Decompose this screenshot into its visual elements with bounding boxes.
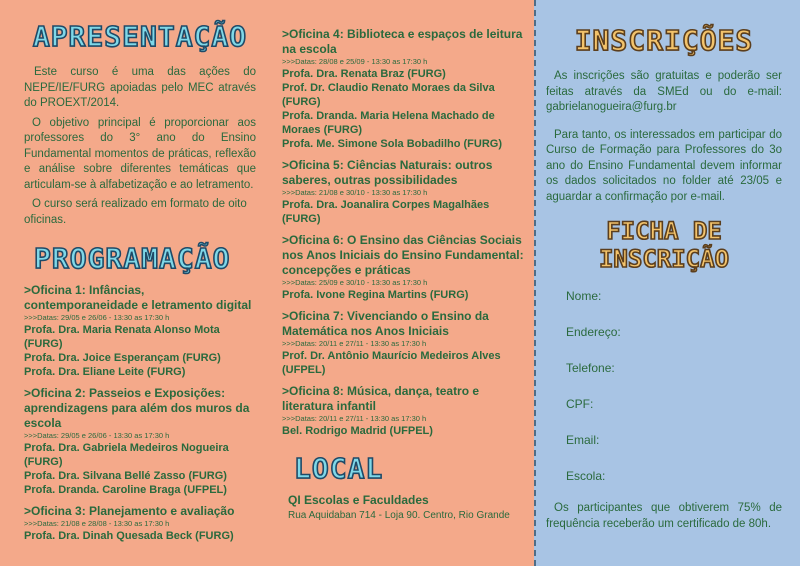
oficina-professor: Prof. Dr. Claudio Renato Moraes da Silva (FURG)	[282, 82, 495, 108]
oficina-title: >Oficina 5: Ciências Naturais: outros saberes, outras possibilidades	[282, 158, 493, 187]
oficina-professor: Profa. Dranda. Caroline Braga (UFPEL)	[24, 484, 227, 496]
local-address: Rua Aquidaban 714 - Loja 90. Centro, Rio Grande	[288, 510, 510, 521]
oficina-dates: >>>Datas: 28/08 e 25/09 - 13:30 as 17:30 h	[282, 57, 428, 66]
oficina-professor: Profa. Dra. Eliane Leite (FURG)	[24, 366, 186, 378]
form-field-label: Nome:	[566, 289, 602, 303]
ficha-title: FICHA DE INSCRIÇÃO	[598, 217, 730, 273]
oficinas-list-2	[282, 27, 524, 438]
oficina-professor: Profa. Me. Simone Sola Bobadilho (FURG)	[282, 138, 503, 150]
apresentacao-paragraph-3: O curso será realizado em formato de oito oficinas.	[24, 198, 247, 226]
oficina-6	[282, 233, 524, 302]
form-field-label: Escola:	[566, 469, 606, 483]
oficina-professor: Profa. Ivone Regina Martins (FURG)	[282, 289, 469, 301]
oficina-title: >Oficina 4: Biblioteca e espaços de leitura na escola	[282, 27, 523, 56]
inscricoes-paragraph-2: Para tanto, os interessados em participar do Curso de Formação para Professores do 3o ano do Ensino Fundamental devem informar os dados solicitados no folder até 23/05 e aguardar a confirmação por e-mail.	[546, 128, 782, 203]
form-field-label: Telefone:	[566, 361, 615, 375]
oficina-title: >Oficina 6: O Ensino das Ciências Sociais nos Anos Iniciais do Ensino Fundamental: concepções e práticas	[282, 233, 524, 277]
oficina-professor: Profa. Dra. Silvana Bellé Zasso (FURG)	[24, 470, 227, 482]
apresentacao-title: APRESENTAÇÃO	[32, 20, 248, 53]
oficina-dates: >>>Datas: 29/05 e 26/06 - 13:30 as 17:30 h	[24, 313, 170, 322]
form-fields	[546, 289, 782, 483]
oficina-7	[282, 309, 524, 377]
oficina-title: >Oficina 7: Vivenciando o Ensino da Matemática nos Anos Iniciais	[282, 309, 489, 338]
local-name: QI Escolas e Faculdades	[288, 493, 429, 507]
oficina-professor: Profa. Dra. Dinah Quesada Beck (FURG)	[24, 530, 234, 542]
oficina-title: >Oficina 8: Música, dança, teatro e literatura infantil	[282, 384, 480, 413]
oficina-title: >Oficina 2: Passeios e Exposições: aprendizagens para além dos muros da escola	[24, 386, 250, 430]
form-field-label: CPF:	[566, 397, 594, 411]
oficina-dates: >>>Datas: 25/09 e 30/10 - 13:30 as 17:30 h	[282, 278, 428, 287]
oficina-4	[282, 27, 524, 151]
oficina-2	[24, 386, 256, 497]
oficina-title: >Oficina 3: Planejamento e avaliação	[24, 504, 235, 518]
form-field-label: Email:	[566, 433, 600, 447]
oficina-professor: Profa. Dra. Maria Renata Alonso Mota (FURG)	[24, 324, 220, 350]
local-title: LOCAL	[294, 452, 384, 485]
oficina-professor: Bel. Rodrigo Madrid (UFPEL)	[282, 425, 433, 437]
oficina-dates: >>>Datas: 29/05 e 26/06 - 13:30 as 17:30 h	[24, 431, 170, 440]
oficina-dates: >>>Datas: 20/11 e 27/11 - 13:30 as 17:30 h	[282, 414, 427, 423]
oficina-dates: >>>Datas: 20/11 e 27/11 - 13:30 as 17:30 h	[282, 339, 427, 348]
oficina-dates: >>>Datas: 21/08 e 30/10 - 13:30 as 17:30 h	[282, 188, 428, 197]
ficha-footer: Os participantes que obtiverem 75% de frequência receberão um certificado de 80h.	[546, 502, 782, 530]
oficina-professor: Prof. Dr. Antônio Maurício Medeiros Alves (UFPEL)	[282, 350, 501, 376]
inscricoes-paragraph-1: As inscrições são gratuitas e poderão ser feitas através da SMEd ou do e-mail: gabrielanogueira@furg.br	[546, 70, 782, 113]
oficina-3	[24, 504, 256, 543]
oficina-professor: Profa. Dra. Joanalira Corpes Magalhães (FURG)	[282, 199, 490, 225]
oficina-professor: Profa. Dra. Gabriela Medeiros Nogueira (FURG)	[24, 442, 229, 468]
left-panel	[0, 0, 268, 566]
oficina-dates: >>>Datas: 21/08 e 28/08 - 13:30 as 17:30 h	[24, 519, 170, 528]
apresentacao-paragraph-2: O objetivo principal é proporcionar aos professores do 3° ano do Ensino Fundamental momentos de práticas, reflexão e análise sobre diferentes temáticas que articulam-se à alfabetização e ao letramento.	[24, 116, 256, 191]
inscricoes-title: INSCRIÇÕES	[574, 24, 754, 57]
oficina-professor: Profa. Dra. Joice Esperançam (FURG)	[24, 352, 221, 364]
apresentacao-paragraph-1: Este curso é uma das ações do NEPE/IE/FURG apoiadas pelo MEC através do PROEXT/2014.	[24, 66, 256, 109]
oficinas-list-1	[24, 283, 256, 543]
oficina-professor: Profa. Dra. Renata Braz (FURG)	[282, 68, 446, 80]
right-panel	[534, 0, 800, 566]
oficina-title: >Oficina 1: Infâncias, contemporaneidade e letramento digital	[24, 283, 252, 312]
form-field-label: Endereço:	[566, 325, 621, 339]
oficina-professor: Profa. Dranda. Maria Helena Machado de Moraes (FURG)	[282, 110, 495, 136]
oficina-1	[24, 283, 256, 379]
middle-panel	[268, 0, 534, 566]
oficina-5	[282, 158, 524, 226]
programacao-title: PROGRAMAÇÃO	[34, 242, 231, 275]
oficina-8	[282, 384, 524, 438]
